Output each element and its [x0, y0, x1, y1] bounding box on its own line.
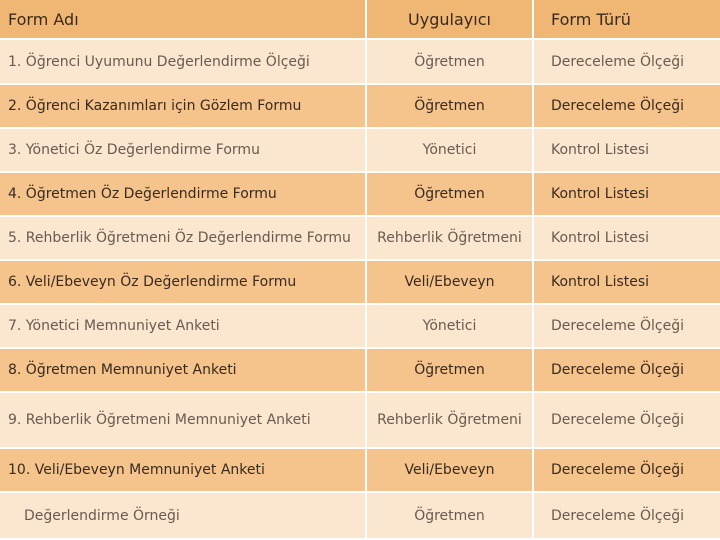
form-name: 3. Yönetici Öz Değerlendirme Formu — [0, 129, 365, 171]
table-row — [0, 261, 720, 303]
header-form-name: Form Adı — [0, 0, 365, 38]
table-row — [0, 40, 720, 83]
form-name: 6. Veli/Ebeveyn Öz Değerlendirme Formu — [0, 261, 365, 303]
form-name: 1. Öğrenci Uyumunu Değerlendirme Ölçeği — [0, 40, 365, 83]
form-type: Dereceleme Ölçeği — [534, 493, 720, 538]
applier: Rehberlik Öğretmeni — [367, 393, 532, 447]
form-type: Dereceleme Ölçeği — [534, 85, 720, 127]
form-type: Kontrol Listesi — [534, 129, 720, 171]
table-row — [0, 349, 720, 391]
applier: Rehberlik Öğretmeni — [367, 217, 532, 259]
applier: Yönetici — [367, 305, 532, 347]
form-type: Kontrol Listesi — [534, 217, 720, 259]
form-type: Dereceleme Ölçeği — [534, 349, 720, 391]
form-name: 8. Öğretmen Memnuniyet Anketi — [0, 349, 365, 391]
form-type: Kontrol Listesi — [534, 173, 720, 215]
table-row — [0, 493, 720, 538]
table-header — [0, 0, 720, 38]
applier: Öğretmen — [367, 173, 532, 215]
form-name: 10. Veli/Ebeveyn Memnuniyet Anketi — [0, 449, 365, 491]
form-type: Dereceleme Ölçeği — [534, 449, 720, 491]
form-type: Kontrol Listesi — [534, 261, 720, 303]
form-name: 4. Öğretmen Öz Değerlendirme Formu — [0, 173, 365, 215]
header-applier: Uygulayıcı — [367, 0, 532, 38]
table-row — [0, 85, 720, 127]
table-row — [0, 217, 720, 259]
applier: Yönetici — [367, 129, 532, 171]
table-row — [0, 129, 720, 171]
header-form-type: Form Türü — [534, 0, 720, 38]
form-type: Dereceleme Ölçeği — [534, 40, 720, 83]
applier: Öğretmen — [367, 40, 532, 83]
form-name: 2. Öğrenci Kazanımları için Gözlem Formu — [0, 85, 365, 127]
applier: Öğretmen — [367, 493, 532, 538]
table-row — [0, 449, 720, 491]
applier: Veli/Ebeveyn — [367, 449, 532, 491]
form-name: 7. Yönetici Memnuniyet Anketi — [0, 305, 365, 347]
form-type: Dereceleme Ölçeği — [534, 393, 720, 447]
form-name: 9. Rehberlik Öğretmeni Memnuniyet Anketi — [0, 393, 365, 447]
form-name: Değerlendirme Örneği — [0, 493, 365, 538]
table-row — [0, 393, 720, 447]
form-type: Dereceleme Ölçeği — [534, 305, 720, 347]
applier: Veli/Ebeveyn — [367, 261, 532, 303]
applier: Öğretmen — [367, 349, 532, 391]
table-row — [0, 173, 720, 215]
applier: Öğretmen — [367, 85, 532, 127]
form-name: 5. Rehberlik Öğretmeni Öz Değerlendirme Formu — [0, 217, 365, 259]
table-row — [0, 305, 720, 347]
